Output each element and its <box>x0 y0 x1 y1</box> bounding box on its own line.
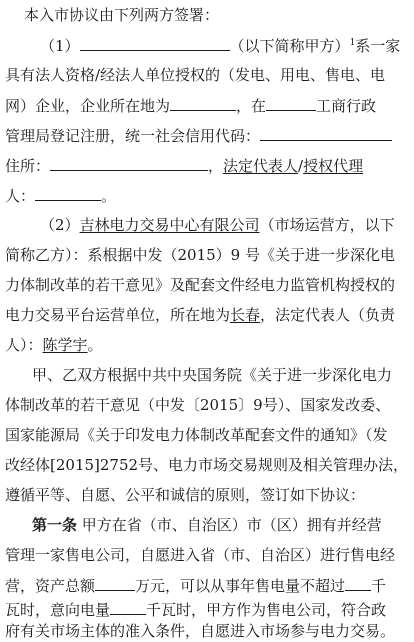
intro-line: 本入市协议由下列两方签署： <box>24 6 220 24</box>
article-1-line-3: 营，资产总额 万元，可以从事年售电量不超过 千 <box>5 574 386 597</box>
basis-line-1: 甲、乙双方根据中共中央国务院《关于进一步深化电力 <box>32 366 393 384</box>
max-sales-blank[interactable] <box>345 574 371 591</box>
representative-blank[interactable] <box>35 184 101 201</box>
article-1-line-5: 府有关市场主体的准入条件，自愿进入市场参与电力交易。 <box>5 622 396 640</box>
basis-line-2: 体制改革的若干意见（中发〔2015〕9号）、国家发改委、 <box>5 396 391 414</box>
party-a-line-6: 人： 。 <box>5 184 116 207</box>
article-1-line-1: 第一条 甲方在省（市、自治区）市（区）拥有并经营 <box>32 516 382 534</box>
party-b-line-4: 电力交易平台运营单位，所在地为长春，法定代表人（负责 <box>5 306 396 324</box>
address-blank[interactable] <box>50 154 208 171</box>
credit-code-blank[interactable] <box>260 124 392 141</box>
basis-line-4: 改经体[2015]2752号、电力市场交易规则及相关管理办法， <box>5 456 409 474</box>
article-1-title: 第一条 <box>32 516 78 534</box>
total-assets-blank[interactable] <box>95 574 135 591</box>
party-a-name-blank[interactable] <box>80 34 230 51</box>
party-a-line-1: （1） （以下简称甲方）$^1$系一家 <box>40 34 400 57</box>
party-a-location-blank[interactable] <box>170 94 236 111</box>
party-a-line-2: 具有法人资格/经法人单位授权的（发电、用电、售电、电 <box>5 66 386 84</box>
party-a-bureau-blank[interactable] <box>266 94 316 111</box>
footnote-marker: 1 <box>349 38 356 48</box>
intended-volume-blank[interactable] <box>110 598 146 615</box>
party-b-representative: 陈学宇 <box>42 336 88 354</box>
article-1-line-4: 瓦时，意向电量 千瓦时，甲方作为售电公司，符合政 <box>5 598 386 621</box>
party-a-line-3: 网）企业，企业所在地为 ，在 工商行政 <box>5 94 376 117</box>
party-a-line-4: 管理局登记注册，统一社会信用代码： <box>5 124 392 147</box>
party-b-location: 长春 <box>230 306 261 324</box>
party-b-name: 吉林电力交易中心有限公司 <box>79 216 260 234</box>
party-b-line-1: （2）吉林电力交易中心有限公司（市场运营方，以下 <box>40 216 395 234</box>
party-b-line-2: 简称乙方）：系根据中发（2015）9 号《关于进一步深化电 <box>5 246 395 264</box>
basis-line-5: 遵循平等、自愿、公平和诚信的原则，签订如下协议： <box>5 486 366 504</box>
party-b-line-5: 人）：陈学宇。 <box>5 336 103 354</box>
article-1-line-2: 管理一家售电公司，自愿进入省（市、自治区）进行售电经 <box>5 546 396 564</box>
party-b-line-3: 力体制改革的若干意见》及配套文件经电力监管机构授权的 <box>5 276 396 294</box>
party-a-line-5: 住所： ，法定代表人/授权代理 <box>5 154 363 177</box>
basis-line-3: 国家能源局《关于印发电力体制改革配套文件的通知》（发 <box>5 426 388 444</box>
